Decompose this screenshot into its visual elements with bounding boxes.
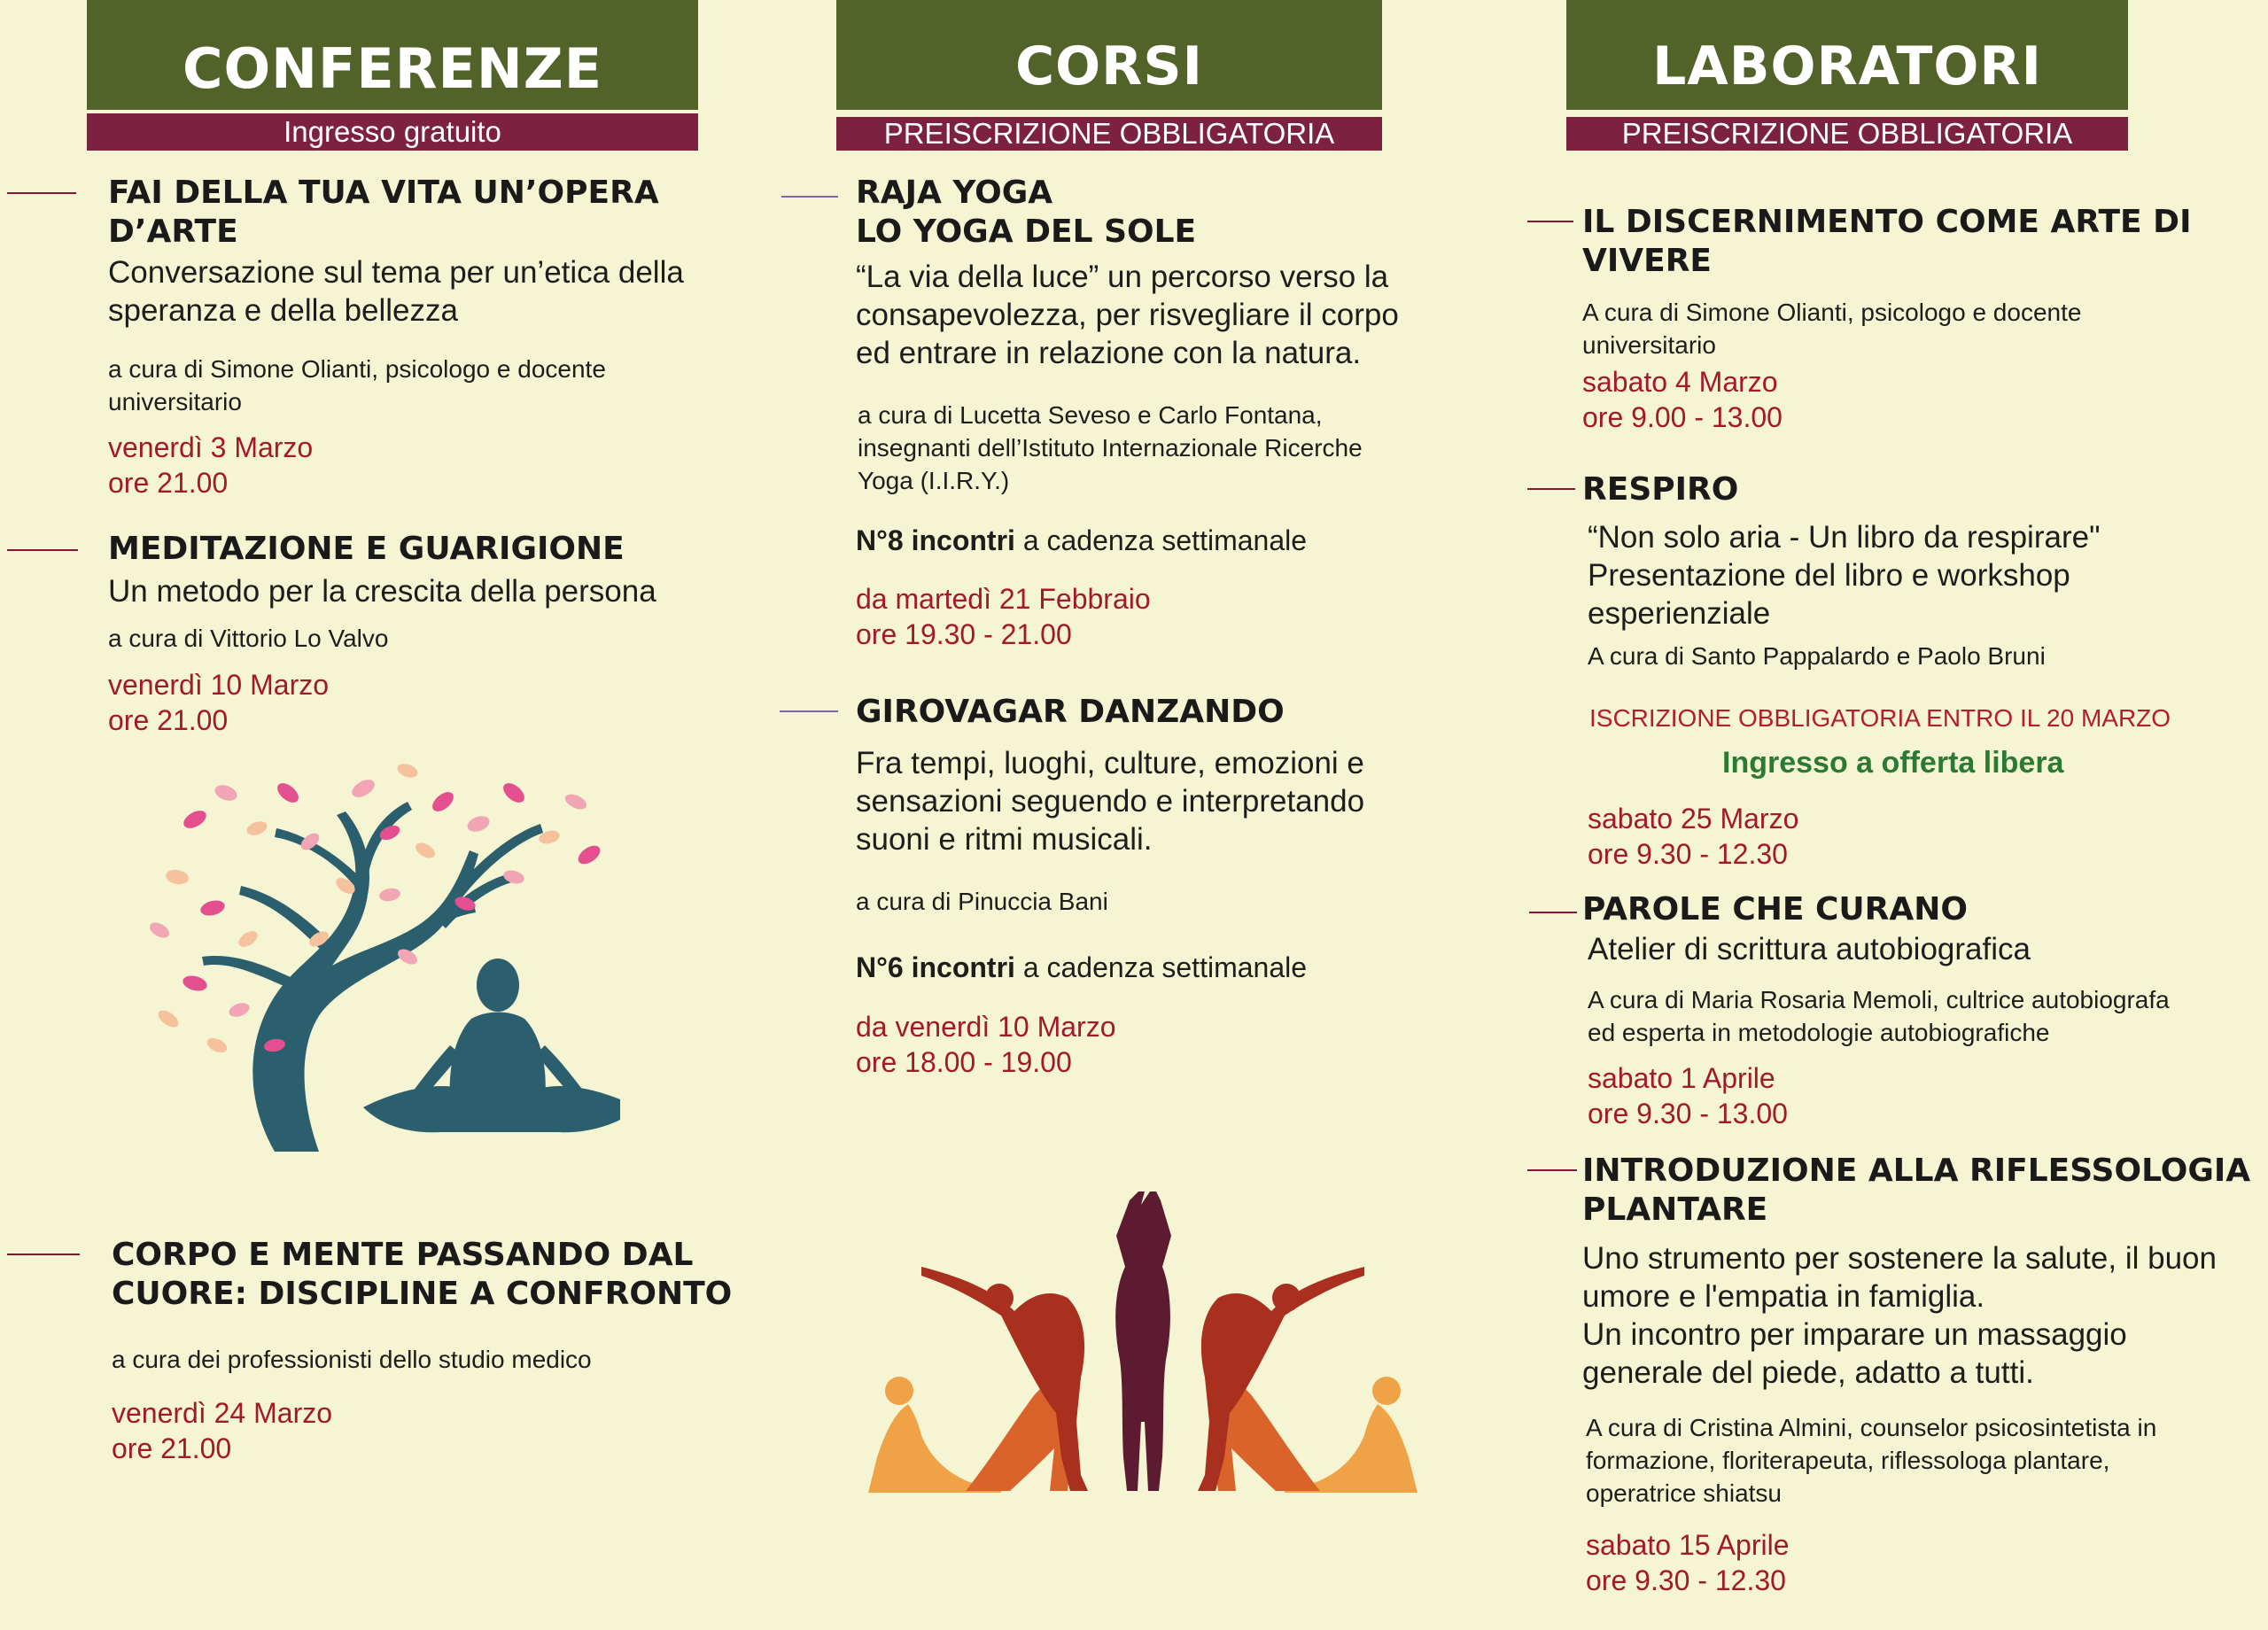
event-description: “Non solo aria - Un libro da respirare"	[1588, 520, 2101, 555]
event-description: Uno strumento per sostenere la salute, il buon	[1582, 1241, 2217, 1276]
event-organizer: A cura di Cristina Almini, counselor psicosintetista in	[1586, 1414, 2157, 1441]
event-description: Presentazione del libro e workshop	[1588, 558, 2070, 593]
event-time: ore 21.00	[108, 467, 229, 499]
header-laboratori-text: LABORATORI	[1652, 35, 2042, 97]
event-date: sabato 15 Aprile	[1586, 1529, 1790, 1561]
subheader-conferenze: Ingresso gratuito	[87, 113, 698, 151]
sessions-cadence: a cadenza settimanale	[1014, 524, 1308, 556]
event-time: ore 19.30 - 21.00	[856, 618, 1072, 650]
event-organizer: Yoga (I.I.R.Y.)	[858, 467, 1010, 494]
event-description: ed entrare in relazione con la natura.	[856, 336, 1362, 370]
column-laboratori	[1506, 0, 2268, 1630]
event-description: Un incontro per imparare un massaggio	[1582, 1317, 2127, 1352]
event-organizer: a cura dei professionisti dello studio medico	[112, 1346, 592, 1373]
event-marker	[781, 196, 838, 198]
event-time: ore 9.00 - 13.00	[1582, 401, 1783, 433]
event-date: venerdì 24 Marzo	[112, 1397, 333, 1429]
event-organizer: a cura di Lucetta Seveso e Carlo Fontana,	[858, 401, 1323, 429]
event-description: suoni e ritmi musicali.	[856, 822, 1153, 857]
event-title: CORPO E MENTE PASSANDO DAL	[112, 1237, 694, 1273]
event-organizer: a cura di Vittorio Lo Valvo	[108, 625, 389, 652]
header-corsi-text: CORSI	[1015, 35, 1203, 97]
event-description: esperienziale	[1588, 596, 1771, 631]
event-title: PAROLE CHE CURANO	[1582, 891, 1968, 928]
event-sessions	[856, 950, 1307, 985]
meditating-figure-under-tree-icon	[142, 753, 620, 1160]
event-description: “La via della luce” un percorso verso la	[856, 260, 1389, 294]
event-time: ore 21.00	[108, 704, 229, 736]
column-conferenze	[0, 0, 733, 1630]
event-description: Un metodo per la crescita della persona	[108, 574, 656, 609]
registration-warning: ISCRIZIONE OBBLIGATORIA ENTRO IL 20 MARZO	[1589, 704, 2171, 732]
event-title: VIVERE	[1582, 243, 1713, 279]
event-organizer: ed esperta in metodologie autobiografiche	[1588, 1019, 2050, 1046]
event-date: da venerdì 10 Marzo	[856, 1011, 1116, 1043]
event-organizer: insegnanti dell’Istituto Internazionale Ricerche	[858, 434, 1363, 462]
event-organizer: A cura di Maria Rosaria Memoli, cultrice autobiografa	[1588, 986, 2170, 1013]
subheader-laboratori: PREISCRIZIONE OBBLIGATORIA	[1566, 117, 2128, 151]
event-organizer: A cura di Simone Olianti, psicologo e docente	[1582, 299, 2082, 326]
event-title: RESPIRO	[1582, 471, 1739, 508]
event-marker	[1529, 912, 1577, 913]
event-organizer: a cura di Simone Olianti, psicologo e docente	[108, 355, 606, 383]
event-time: ore 9.30 - 12.30	[1586, 1564, 1786, 1596]
event-description: Conversazione sul tema per un’etica della	[108, 255, 684, 290]
event-organizer: A cura di Santo Pappalardo e Paolo Bruni	[1588, 642, 2046, 670]
event-marker	[7, 549, 78, 551]
event-organizer: operatrice shiatsu	[1586, 1479, 1783, 1507]
event-date: sabato 25 Marzo	[1588, 803, 1799, 834]
event-title: MEDITAZIONE E GUARIGIONE	[108, 531, 625, 567]
event-title: INTRODUZIONE ALLA RIFLESSOLOGIA	[1582, 1153, 2251, 1189]
event-title: PLANTARE	[1582, 1191, 1768, 1228]
event-marker	[1527, 221, 1573, 222]
event-title: IL DISCERNIMENTO COME ARTE DI	[1582, 204, 2192, 240]
event-organizer: universitario	[108, 388, 242, 415]
event-marker	[7, 1254, 80, 1255]
event-time: ore 21.00	[112, 1432, 232, 1464]
header-laboratori	[1566, 0, 2128, 110]
event-description: consapevolezza, per risvegliare il corpo	[856, 298, 1399, 332]
event-title: GIROVAGAR DANZANDO	[856, 694, 1285, 730]
sessions-cadence: a cadenza settimanale	[1014, 951, 1308, 983]
event-description: umore e l'empatia in famiglia.	[1582, 1279, 1985, 1314]
event-time: ore 9.30 - 12.30	[1588, 838, 1788, 870]
event-title: FAI DELLA TUA VITA UN’OPERA	[108, 175, 659, 211]
event-title: RAJA YOGA	[856, 175, 1053, 211]
event-description: generale del piede, adatto a tutti.	[1582, 1355, 2034, 1390]
event-date: venerdì 10 Marzo	[108, 669, 330, 701]
free-entry-note: Ingresso a offerta libera	[1722, 746, 2064, 780]
event-organizer: universitario	[1582, 331, 1716, 359]
event-marker	[7, 192, 76, 194]
event-description: speranza e della bellezza	[108, 293, 458, 328]
event-title: LO YOGA DEL SOLE	[856, 213, 1197, 250]
event-title: D’ARTE	[108, 213, 238, 250]
event-marker	[1527, 1169, 1577, 1171]
header-corsi	[836, 0, 1382, 110]
event-organizer: a cura di Pinuccia Bani	[856, 888, 1108, 915]
event-time: ore 18.00 - 19.00	[856, 1046, 1072, 1078]
event-marker	[1527, 488, 1575, 490]
event-sessions	[856, 523, 1307, 558]
event-description: Atelier di scrittura autobiografica	[1588, 932, 2031, 966]
event-marker	[780, 710, 838, 712]
header-conferenze	[87, 0, 698, 110]
column-corsi	[762, 0, 1524, 1630]
event-organizer: formazione, floriterapeuta, riflessologa plantare,	[1586, 1447, 2110, 1474]
event-title: CUORE: DISCIPLINE A CONFRONTO	[112, 1276, 733, 1312]
subheader-corsi: PREISCRIZIONE OBBLIGATORIA	[836, 117, 1382, 151]
event-date: sabato 4 Marzo	[1582, 366, 1778, 398]
event-date: sabato 1 Aprile	[1588, 1062, 1775, 1094]
event-time: ore 9.30 - 13.00	[1588, 1098, 1788, 1129]
event-description: Fra tempi, luoghi, culture, emozioni e	[856, 746, 1364, 780]
event-date: venerdì 3 Marzo	[108, 431, 314, 463]
event-date: da martedì 21 Febbraio	[856, 583, 1151, 615]
sessions-count: N°8 incontri	[856, 524, 1015, 556]
event-description: sensazioni seguendo e interpretando	[856, 784, 1365, 819]
header-conferenze-text: CONFERENZE	[182, 36, 603, 101]
sessions-count: N°6 incontri	[856, 951, 1015, 983]
yoga-poses-silhouettes-icon	[859, 1191, 1426, 1497]
